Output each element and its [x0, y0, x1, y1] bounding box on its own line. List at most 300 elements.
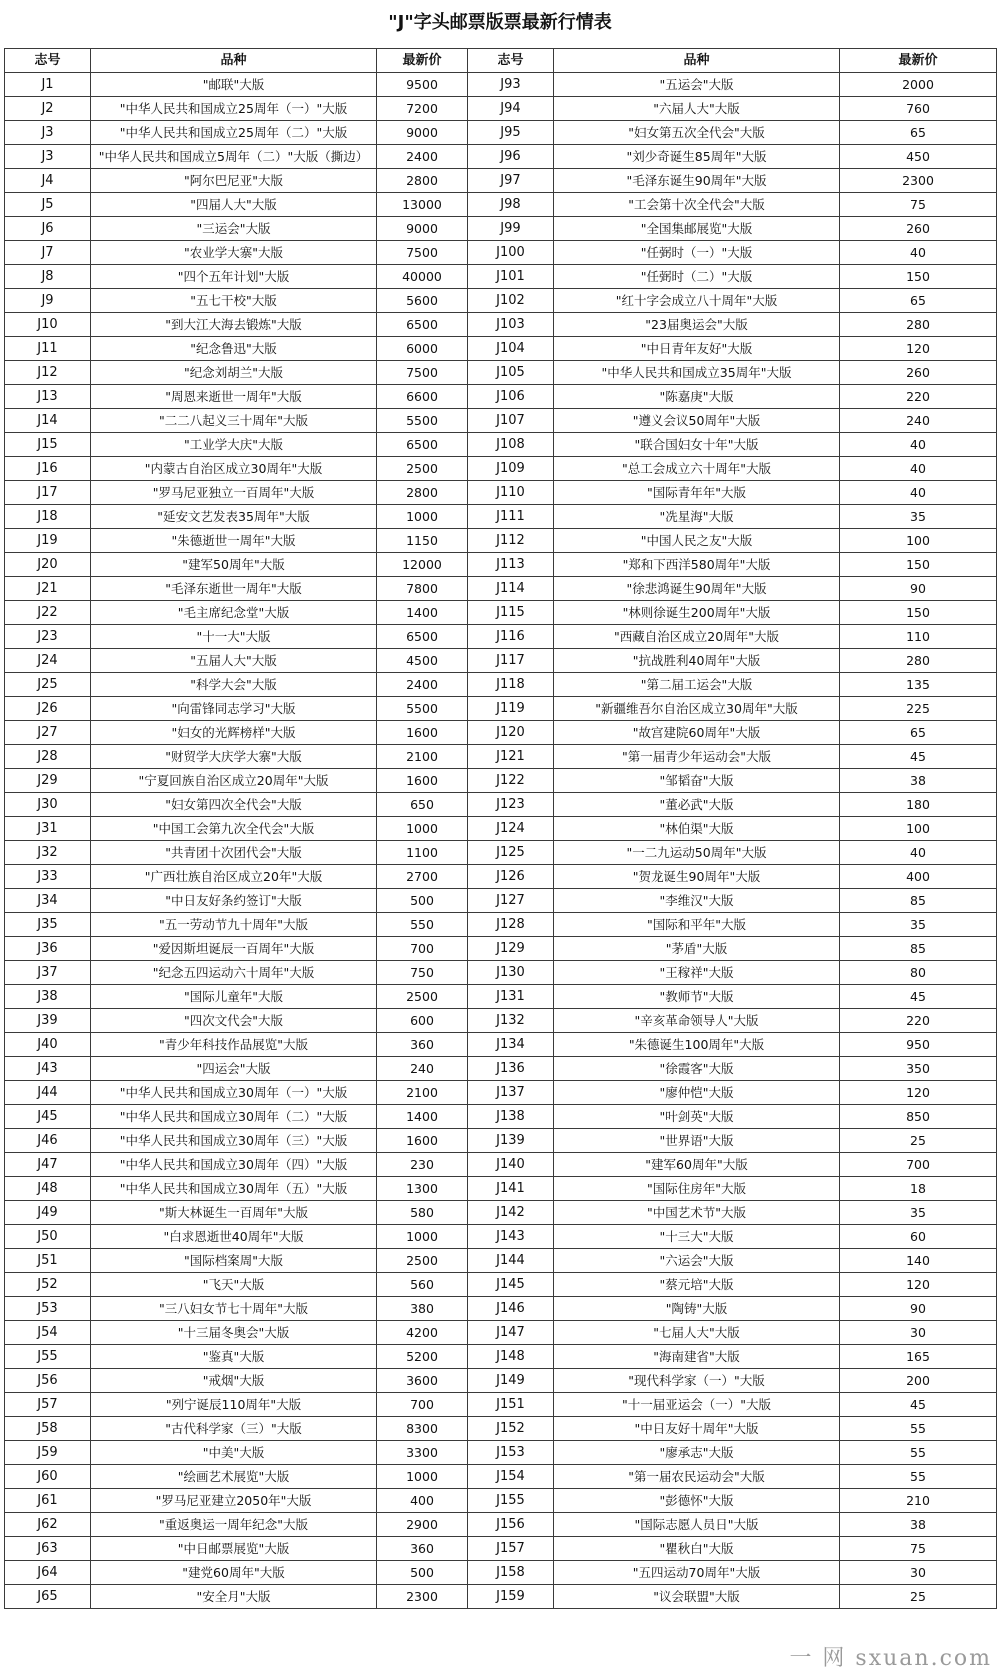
left-code-cell: J62	[5, 1513, 91, 1537]
left-price-cell: 600	[377, 1009, 468, 1033]
left-code-cell: J28	[5, 745, 91, 769]
table-row	[5, 361, 997, 385]
right-code-cell: J116	[468, 625, 554, 649]
left-name-cell: "国际儿童年"大版	[91, 985, 377, 1009]
right-price-cell: 85	[840, 937, 997, 961]
right-price-cell: 35	[840, 1201, 997, 1225]
left-name-cell: "宁夏回族自治区成立20周年"大版	[91, 769, 377, 793]
table-row	[5, 721, 997, 745]
table-row	[5, 217, 997, 241]
left-price-cell: 1300	[377, 1177, 468, 1201]
left-code-cell: J17	[5, 481, 91, 505]
table-row	[5, 817, 997, 841]
right-name-cell: "王稼祥"大版	[554, 961, 840, 985]
left-name-cell: "十一大"大版	[91, 625, 377, 649]
left-price-cell: 1400	[377, 1105, 468, 1129]
right-name-cell: "廖承志"大版	[554, 1441, 840, 1465]
right-price-cell: 35	[840, 505, 997, 529]
right-code-cell: J103	[468, 313, 554, 337]
right-price-cell: 75	[840, 193, 997, 217]
right-name-cell: "林伯渠"大版	[554, 817, 840, 841]
table-row	[5, 121, 997, 145]
table-row	[5, 1321, 997, 1345]
left-code-cell: J35	[5, 913, 91, 937]
right-name-cell: "林则徐诞生200周年"大版	[554, 601, 840, 625]
right-price-cell: 120	[840, 337, 997, 361]
table-row	[5, 265, 997, 289]
table-row	[5, 1585, 997, 1609]
left-name-cell: "斯大林诞生一百周年"大版	[91, 1201, 377, 1225]
right-price-cell: 150	[840, 265, 997, 289]
right-name-cell: "徐悲鸿诞生90周年"大版	[554, 577, 840, 601]
right-price-cell: 40	[840, 841, 997, 865]
left-price-cell: 2100	[377, 745, 468, 769]
right-name-cell: "蔡元培"大版	[554, 1273, 840, 1297]
right-code-cell: J99	[468, 217, 554, 241]
right-name-cell: "七届人大"大版	[554, 1321, 840, 1345]
right-name-cell: "茅盾"大版	[554, 937, 840, 961]
right-name-cell: "西藏自治区成立20周年"大版	[554, 625, 840, 649]
table-row	[5, 961, 997, 985]
left-name-cell: "纪念五四运动六十周年"大版	[91, 961, 377, 985]
right-price-cell: 260	[840, 361, 997, 385]
table-row	[5, 865, 997, 889]
right-code-cell: J149	[468, 1369, 554, 1393]
right-code-cell: J123	[468, 793, 554, 817]
right-code-cell: J157	[468, 1537, 554, 1561]
left-price-cell: 1100	[377, 841, 468, 865]
right-code-cell: J113	[468, 553, 554, 577]
left-price-cell: 750	[377, 961, 468, 985]
right-price-cell: 350	[840, 1057, 997, 1081]
right-name-cell: "辛亥革命领导人"大版	[554, 1009, 840, 1033]
left-price-cell: 5600	[377, 289, 468, 313]
table-row	[5, 673, 997, 697]
left-code-cell: J43	[5, 1057, 91, 1081]
table-row	[5, 1513, 997, 1537]
left-price-cell: 1600	[377, 1129, 468, 1153]
left-price-cell: 2400	[377, 673, 468, 697]
table-row	[5, 409, 997, 433]
left-name-cell: "鉴真"大版	[91, 1345, 377, 1369]
left-price-cell: 7500	[377, 241, 468, 265]
left-code-cell: J14	[5, 409, 91, 433]
left-price-cell: 3300	[377, 1441, 468, 1465]
right-code-cell: J144	[468, 1249, 554, 1273]
left-name-cell: "中日友好条约签订"大版	[91, 889, 377, 913]
right-name-cell: "彭德怀"大版	[554, 1489, 840, 1513]
right-price-cell: 240	[840, 409, 997, 433]
left-code-cell: J30	[5, 793, 91, 817]
right-code-cell: J98	[468, 193, 554, 217]
left-price-cell: 9000	[377, 121, 468, 145]
left-name-cell: "重返奥运一周年纪念"大版	[91, 1513, 377, 1537]
table-row	[5, 1441, 997, 1465]
table-row	[5, 793, 997, 817]
right-name-cell: "抗战胜利40周年"大版	[554, 649, 840, 673]
table-row	[5, 937, 997, 961]
right-code-cell: J140	[468, 1153, 554, 1177]
right-code-cell: J134	[468, 1033, 554, 1057]
right-name-cell: "十一届亚运会（一）"大版	[554, 1393, 840, 1417]
left-name-cell: "中华人民共和国成立25周年（二）"大版	[91, 121, 377, 145]
left-code-cell: J7	[5, 241, 91, 265]
left-name-cell: "中华人民共和国成立30周年（三）"大版	[91, 1129, 377, 1153]
left-code-cell: J13	[5, 385, 91, 409]
left-code-cell: J10	[5, 313, 91, 337]
right-code-cell: J143	[468, 1225, 554, 1249]
left-name-cell: "国际档案周"大版	[91, 1249, 377, 1273]
table-row	[5, 697, 997, 721]
right-name-cell: "第一届农民运动会"大版	[554, 1465, 840, 1489]
table-row	[5, 193, 997, 217]
right-price-cell: 2000	[840, 73, 997, 97]
right-price-cell: 90	[840, 577, 997, 601]
right-code-cell: J118	[468, 673, 554, 697]
left-price-cell: 2500	[377, 1249, 468, 1273]
table-row	[5, 1273, 997, 1297]
right-code-cell: J137	[468, 1081, 554, 1105]
right-name-cell: "瞿秋白"大版	[554, 1537, 840, 1561]
right-price-cell: 40	[840, 481, 997, 505]
table-row	[5, 1297, 997, 1321]
table-row	[5, 1345, 997, 1369]
right-price-cell: 165	[840, 1345, 997, 1369]
left-name-cell: "中华人民共和国成立30周年（一）"大版	[91, 1081, 377, 1105]
left-name-cell: "中华人民共和国成立25周年（一）"大版	[91, 97, 377, 121]
left-name-cell: "罗马尼亚独立一百周年"大版	[91, 481, 377, 505]
table-row	[5, 1009, 997, 1033]
left-name-cell: "四运会"大版	[91, 1057, 377, 1081]
table-row	[5, 457, 997, 481]
table-row	[5, 1417, 997, 1441]
right-code-cell: J100	[468, 241, 554, 265]
left-price-cell: 500	[377, 1561, 468, 1585]
right-name-cell: "现代科学家（一）"大版	[554, 1369, 840, 1393]
table-row	[5, 313, 997, 337]
right-price-cell: 210	[840, 1489, 997, 1513]
right-price-cell: 180	[840, 793, 997, 817]
right-name-cell: "第一届青少年运动会"大版	[554, 745, 840, 769]
table-row	[5, 1465, 997, 1489]
left-code-cell: J5	[5, 193, 91, 217]
left-price-cell: 13000	[377, 193, 468, 217]
right-name-cell: "第二届工运会"大版	[554, 673, 840, 697]
right-price-cell: 140	[840, 1249, 997, 1273]
left-price-cell: 400	[377, 1489, 468, 1513]
right-code-cell: J114	[468, 577, 554, 601]
right-code-cell: J132	[468, 1009, 554, 1033]
table-row	[5, 1033, 997, 1057]
left-name-cell: "中华人民共和国成立5周年（二）"大版（撕边）	[91, 145, 377, 169]
left-code-cell: J27	[5, 721, 91, 745]
table-row	[5, 505, 997, 529]
right-code-cell: J156	[468, 1513, 554, 1537]
right-name-cell: "遵义会议50周年"大版	[554, 409, 840, 433]
right-name-cell: "毛泽东诞生90周年"大版	[554, 169, 840, 193]
right-code-cell: J117	[468, 649, 554, 673]
left-name-cell: "十三届冬奥会"大版	[91, 1321, 377, 1345]
right-name-cell: "总工会成立六十周年"大版	[554, 457, 840, 481]
left-name-cell: "五一劳动节九十周年"大版	[91, 913, 377, 937]
right-price-cell: 38	[840, 769, 997, 793]
left-name-cell: "四个五年计划"大版	[91, 265, 377, 289]
right-code-cell: J95	[468, 121, 554, 145]
table-row	[5, 337, 997, 361]
left-price-cell: 1600	[377, 721, 468, 745]
left-name-cell: "财贸学大庆学大寨"大版	[91, 745, 377, 769]
right-name-cell: "海南建省"大版	[554, 1345, 840, 1369]
left-price-cell: 6600	[377, 385, 468, 409]
right-code-cell: J109	[468, 457, 554, 481]
left-price-cell: 7800	[377, 577, 468, 601]
left-name-cell: "青少年科技作品展览"大版	[91, 1033, 377, 1057]
left-code-cell: J52	[5, 1273, 91, 1297]
right-name-cell: "国际和平年"大版	[554, 913, 840, 937]
left-code-cell: J26	[5, 697, 91, 721]
left-code-cell: J63	[5, 1537, 91, 1561]
left-name-cell: "毛泽东逝世一周年"大版	[91, 577, 377, 601]
left-code-cell: J49	[5, 1201, 91, 1225]
left-price-cell: 550	[377, 913, 468, 937]
right-name-cell: "朱德诞生100周年"大版	[554, 1033, 840, 1057]
left-price-cell: 2900	[377, 1513, 468, 1537]
right-code-cell: J97	[468, 169, 554, 193]
table-row	[5, 1369, 997, 1393]
table-row	[5, 745, 997, 769]
right-code-cell: J106	[468, 385, 554, 409]
left-price-cell: 6500	[377, 625, 468, 649]
right-code-cell: J131	[468, 985, 554, 1009]
left-price-cell: 40000	[377, 265, 468, 289]
right-code-cell: J96	[468, 145, 554, 169]
left-name-cell: "中华人民共和国成立30周年（四）"大版	[91, 1153, 377, 1177]
table-row	[5, 1153, 997, 1177]
left-price-cell: 1000	[377, 1225, 468, 1249]
header-price-right: 最新价	[840, 49, 997, 73]
right-name-cell: "建军60周年"大版	[554, 1153, 840, 1177]
left-price-cell: 650	[377, 793, 468, 817]
left-code-cell: J4	[5, 169, 91, 193]
left-code-cell: J1	[5, 73, 91, 97]
left-name-cell: "农业学大寨"大版	[91, 241, 377, 265]
right-price-cell: 45	[840, 985, 997, 1009]
left-price-cell: 4500	[377, 649, 468, 673]
header-name-right: 品种	[554, 49, 840, 73]
left-price-cell: 1600	[377, 769, 468, 793]
table-row	[5, 625, 997, 649]
right-price-cell: 80	[840, 961, 997, 985]
left-code-cell: J38	[5, 985, 91, 1009]
left-name-cell: "中美"大版	[91, 1441, 377, 1465]
left-price-cell: 5500	[377, 697, 468, 721]
right-code-cell: J121	[468, 745, 554, 769]
left-price-cell: 240	[377, 1057, 468, 1081]
left-name-cell: "白求恩逝世40周年"大版	[91, 1225, 377, 1249]
table-row	[5, 241, 997, 265]
right-price-cell: 25	[840, 1585, 997, 1609]
left-code-cell: J58	[5, 1417, 91, 1441]
right-name-cell: "董必武"大版	[554, 793, 840, 817]
table-row	[5, 769, 997, 793]
left-price-cell: 2800	[377, 481, 468, 505]
left-price-cell: 5200	[377, 1345, 468, 1369]
left-name-cell: "罗马尼亚建立2050年"大版	[91, 1489, 377, 1513]
right-price-cell: 45	[840, 1393, 997, 1417]
left-code-cell: J23	[5, 625, 91, 649]
left-code-cell: J48	[5, 1177, 91, 1201]
left-price-cell: 1000	[377, 505, 468, 529]
table-row	[5, 433, 997, 457]
left-code-cell: J50	[5, 1225, 91, 1249]
table-row	[5, 1105, 997, 1129]
left-code-cell: J64	[5, 1561, 91, 1585]
left-price-cell: 2800	[377, 169, 468, 193]
table-row	[5, 601, 997, 625]
left-name-cell: "中华人民共和国成立30周年（二）"大版	[91, 1105, 377, 1129]
left-price-cell: 700	[377, 937, 468, 961]
left-code-cell: J6	[5, 217, 91, 241]
right-price-cell: 760	[840, 97, 997, 121]
right-price-cell: 60	[840, 1225, 997, 1249]
right-price-cell: 45	[840, 745, 997, 769]
table-row	[5, 1201, 997, 1225]
right-price-cell: 65	[840, 721, 997, 745]
right-code-cell: J119	[468, 697, 554, 721]
left-code-cell: J61	[5, 1489, 91, 1513]
right-name-cell: "一二九运动50周年"大版	[554, 841, 840, 865]
left-code-cell: J54	[5, 1321, 91, 1345]
left-price-cell: 2500	[377, 985, 468, 1009]
right-name-cell: "中国艺术节"大版	[554, 1201, 840, 1225]
left-name-cell: "纪念刘胡兰"大版	[91, 361, 377, 385]
site-watermark: 一 网 sxuan.com	[789, 1646, 992, 1671]
right-price-cell: 65	[840, 121, 997, 145]
left-name-cell: "中国工会第九次全代会"大版	[91, 817, 377, 841]
right-price-cell: 280	[840, 313, 997, 337]
left-code-cell: J37	[5, 961, 91, 985]
right-price-cell: 400	[840, 865, 997, 889]
right-name-cell: "国际志愿人员日"大版	[554, 1513, 840, 1537]
right-name-cell: "五运会"大版	[554, 73, 840, 97]
right-price-cell: 55	[840, 1441, 997, 1465]
left-code-cell: J40	[5, 1033, 91, 1057]
table-row	[5, 1537, 997, 1561]
left-code-cell: J24	[5, 649, 91, 673]
left-code-cell: J22	[5, 601, 91, 625]
right-name-cell: "陶铸"大版	[554, 1297, 840, 1321]
right-name-cell: "教师节"大版	[554, 985, 840, 1009]
left-price-cell: 380	[377, 1297, 468, 1321]
right-code-cell: J152	[468, 1417, 554, 1441]
table-row	[5, 145, 997, 169]
left-code-cell: J32	[5, 841, 91, 865]
left-code-cell: J2	[5, 97, 91, 121]
right-price-cell: 950	[840, 1033, 997, 1057]
left-code-cell: J19	[5, 529, 91, 553]
left-name-cell: "三八妇女节七十周年"大版	[91, 1297, 377, 1321]
right-name-cell: "妇女第五次全代会"大版	[554, 121, 840, 145]
left-price-cell: 1000	[377, 1465, 468, 1489]
right-price-cell: 25	[840, 1129, 997, 1153]
right-name-cell: "23届奥运会"大版	[554, 313, 840, 337]
left-code-cell: J18	[5, 505, 91, 529]
right-price-cell: 75	[840, 1537, 997, 1561]
table-row	[5, 1393, 997, 1417]
left-name-cell: "五届人大"大版	[91, 649, 377, 673]
left-code-cell: J20	[5, 553, 91, 577]
right-code-cell: J136	[468, 1057, 554, 1081]
left-code-cell: J15	[5, 433, 91, 457]
left-name-cell: "毛主席纪念堂"大版	[91, 601, 377, 625]
right-name-cell: "六届人大"大版	[554, 97, 840, 121]
header-code-left: 志号	[5, 49, 91, 73]
left-code-cell: J45	[5, 1105, 91, 1129]
table-row	[5, 1129, 997, 1153]
right-name-cell: "中华人民共和国成立35周年"大版	[554, 361, 840, 385]
right-name-cell: "故宫建院60周年"大版	[554, 721, 840, 745]
left-code-cell: J8	[5, 265, 91, 289]
right-name-cell: "李维汉"大版	[554, 889, 840, 913]
left-name-cell: "科学大会"大版	[91, 673, 377, 697]
left-name-cell: "延安文艺发表35周年"大版	[91, 505, 377, 529]
right-name-cell: "国际青年年"大版	[554, 481, 840, 505]
right-price-cell: 2300	[840, 169, 997, 193]
right-price-cell: 30	[840, 1561, 997, 1585]
left-name-cell: "戒烟"大版	[91, 1369, 377, 1393]
left-price-cell: 9000	[377, 217, 468, 241]
right-price-cell: 150	[840, 601, 997, 625]
table-row	[5, 913, 997, 937]
left-name-cell: "工业学大庆"大版	[91, 433, 377, 457]
left-name-cell: "四次文代会"大版	[91, 1009, 377, 1033]
table-row	[5, 289, 997, 313]
left-price-cell: 6000	[377, 337, 468, 361]
left-code-cell: J11	[5, 337, 91, 361]
right-code-cell: J112	[468, 529, 554, 553]
left-code-cell: J29	[5, 769, 91, 793]
right-code-cell: J139	[468, 1129, 554, 1153]
left-price-cell: 2700	[377, 865, 468, 889]
left-price-cell: 7200	[377, 97, 468, 121]
table-row	[5, 553, 997, 577]
table-row	[5, 1177, 997, 1201]
left-name-cell: "建军50周年"大版	[91, 553, 377, 577]
header-name-left: 品种	[91, 49, 377, 73]
right-name-cell: "新疆维吾尔自治区成立30周年"大版	[554, 697, 840, 721]
right-price-cell: 120	[840, 1273, 997, 1297]
table-row	[5, 1249, 997, 1273]
right-price-cell: 55	[840, 1465, 997, 1489]
right-code-cell: J138	[468, 1105, 554, 1129]
table-row	[5, 577, 997, 601]
right-price-cell: 40	[840, 241, 997, 265]
left-price-cell: 7500	[377, 361, 468, 385]
left-name-cell: "中日邮票展览"大版	[91, 1537, 377, 1561]
right-name-cell: "郑和下西洋580周年"大版	[554, 553, 840, 577]
right-price-cell: 200	[840, 1369, 997, 1393]
right-price-cell: 150	[840, 553, 997, 577]
right-name-cell: "十三大"大版	[554, 1225, 840, 1249]
right-name-cell: "陈嘉庚"大版	[554, 385, 840, 409]
right-price-cell: 220	[840, 385, 997, 409]
left-code-cell: J36	[5, 937, 91, 961]
left-code-cell: J25	[5, 673, 91, 697]
left-price-cell: 2500	[377, 457, 468, 481]
right-price-cell: 35	[840, 913, 997, 937]
left-price-cell: 3600	[377, 1369, 468, 1393]
left-code-cell: J55	[5, 1345, 91, 1369]
